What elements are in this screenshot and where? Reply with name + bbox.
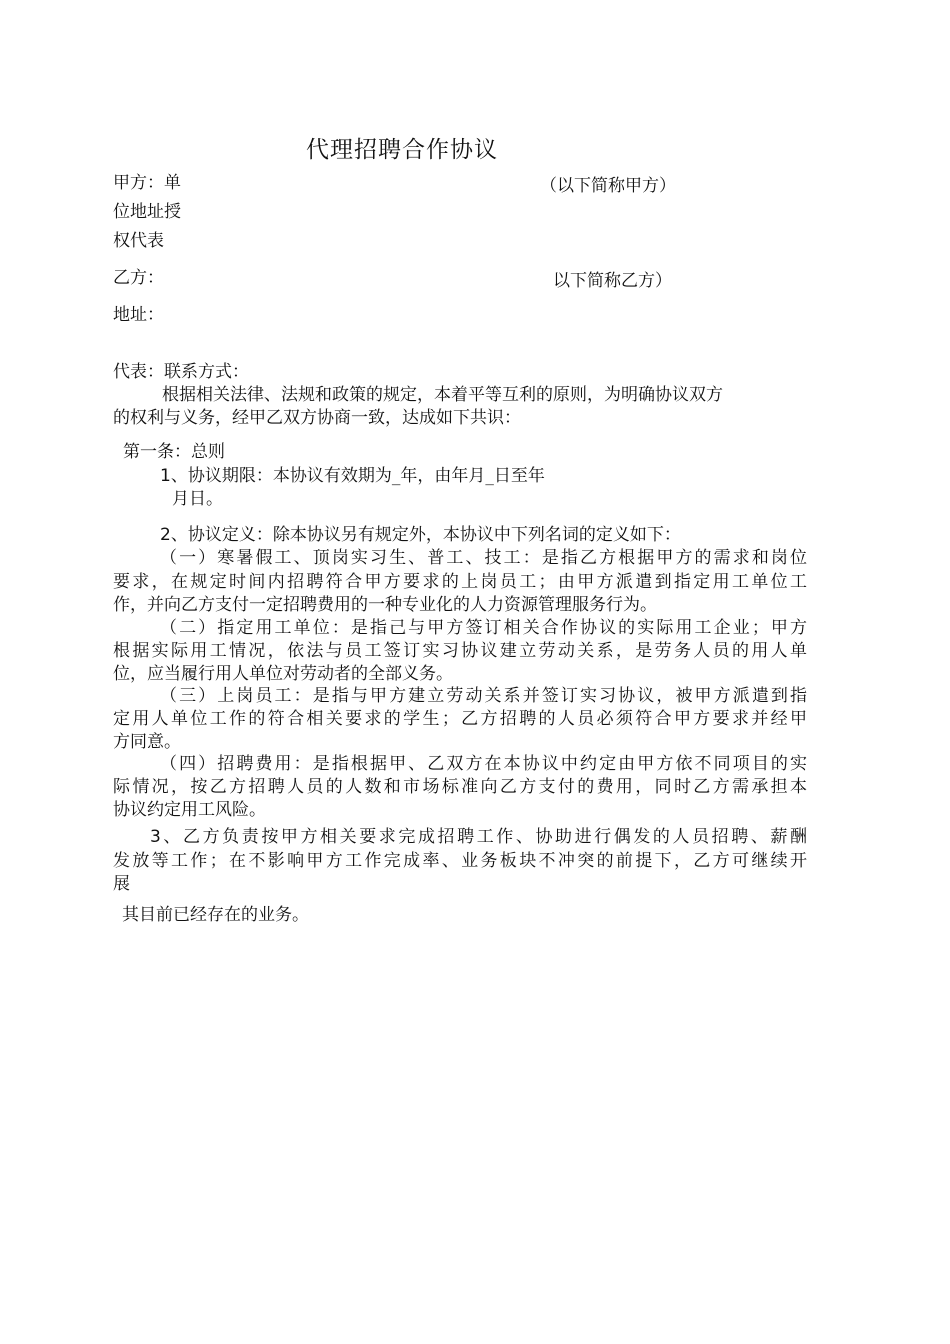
rep-contact: 代表：联系方式： <box>113 362 249 382</box>
clause-2-number: 2 <box>160 525 171 545</box>
def-4-line-3: 协议约定用工风险。 <box>113 800 266 820</box>
clause-3-number: 3 <box>150 827 161 847</box>
document-title: 代理招聘合作协议 <box>306 137 498 163</box>
clause-2-intro <box>160 524 681 546</box>
def-2-line-2: 根据实际用工情况，依法与员工签订实习协议建立劳动关系，是劳务人员的用人单 <box>113 641 807 661</box>
clause-3-line-3: 展 <box>113 874 130 894</box>
def-1-line-3: 作，并向乙方支付一定招聘费用的一种专业化的人力资源管理服务行为。 <box>113 595 657 615</box>
clause-2-text: 、协议定义：除本协议另有规定外，本协议中下列名词的定义如下： <box>170 525 681 545</box>
party-a-line-2: 位地址授 <box>113 202 181 222</box>
def-3-line-1: （三）上岗员工：是指与甲方建立劳动关系并签订实习协议，被甲方派遣到指 <box>160 686 807 706</box>
party-b-alias: 以下简称乙方） <box>553 271 672 291</box>
clause-3-text: 、乙方负责按甲方相关要求完成招聘工作、协助进行偶发的人员招聘、薪酬 <box>160 827 807 847</box>
party-a-line-3: 权代表 <box>113 231 164 251</box>
preamble-line-2: 的权利与义务，经甲乙双方协商一致，达成如下共识： <box>113 408 521 428</box>
party-a-alias: （以下简称甲方） <box>540 176 676 196</box>
def-3-line-2: 定用人单位工作的符合相关要求的学生；乙方招聘的人员必须符合甲方要求并经甲 <box>113 709 807 729</box>
clause-1-text: 、协议期限：本协议有效期为_年，由年月_日至年 <box>170 466 545 486</box>
def-1-line-2: 要求，在规定时间内招聘符合甲方要求的上岗员工；由甲方派遣到指定用工单位工 <box>113 572 807 592</box>
def-2-line-1: （二）指定用工单位：是指己与甲方签订相关合作协议的实际用工企业；甲方 <box>160 618 807 638</box>
def-1-line-1: （一）寒暑假工、顶岗实习生、普工、技工：是指乙方根据甲方的需求和岗位 <box>160 548 807 568</box>
def-4-line-1: （四）招聘费用：是指根据甲、乙双方在本协议中约定由甲方依不同项目的实 <box>160 754 807 774</box>
clause-3-line-2: 发放等工作；在不影响甲方工作完成率、业务板块不冲突的前提下，乙方可继续开 <box>113 851 807 871</box>
clause-1-line-2: 月日。 <box>172 489 223 509</box>
def-3-line-3: 方同意。 <box>113 732 181 752</box>
party-b-line-1: 乙方： <box>113 268 164 288</box>
def-2-line-3: 位，应当履行用人单位对劳动者的全部义务。 <box>113 664 453 684</box>
clause-3-line-4: 其目前已经存在的业务。 <box>122 905 309 925</box>
clause-3-line-1 <box>150 826 807 848</box>
party-b-address: 地址： <box>113 305 164 325</box>
article-1-heading: 第一条：总则 <box>123 442 225 462</box>
preamble-line-1: 根据相关法律、法规和政策的规定，本着平等互利的原则，为明确协议双方 <box>162 385 723 405</box>
party-a-line-1: 甲方：单 <box>113 173 181 193</box>
clause-1-number: 1 <box>160 466 171 486</box>
def-4-line-2: 际情况，按乙方招聘人员的人数和市场标准向乙方支付的费用，同时乙方需承担本 <box>113 777 807 797</box>
clause-1-line-1 <box>160 465 545 487</box>
